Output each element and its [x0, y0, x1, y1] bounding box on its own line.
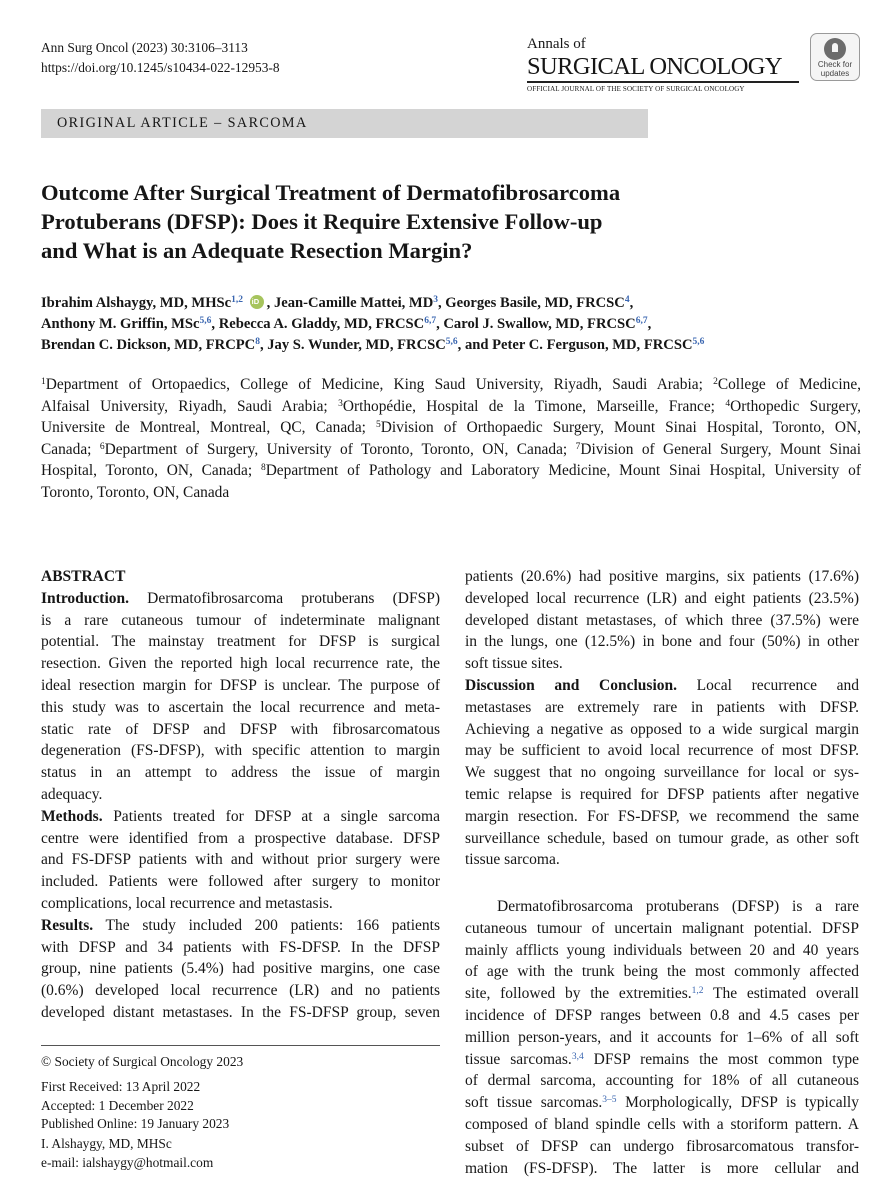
affiliation-ref[interactable]: 4 — [624, 295, 630, 305]
abstract-line: surveillance schedule, based on tumour grade, as other soft — [465, 829, 859, 847]
author-separator: , — [629, 295, 634, 311]
body-text: tissue sarcomas. — [465, 1050, 572, 1068]
copyright-block — [41, 1053, 440, 1072]
affiliation-number: 5 — [375, 420, 381, 430]
affiliation-ref[interactable]: 1,2 — [231, 295, 244, 305]
affiliation-text: Department of Pathology and Laboratory Medicine, Mount Sinai Hospital, University of — [265, 462, 861, 479]
abstract-line: complications, local recurrence and metastasis. — [41, 894, 333, 912]
body-line: million person-years, and it accounts for 1–6% of all soft — [465, 1028, 859, 1046]
body-line: of dermal sarcoma, accounting for 18% of all cutaneous — [465, 1072, 859, 1090]
abstract-line: resection. Given the reported high local recurrence rate, the — [41, 655, 440, 673]
affiliation-number: 4 — [725, 398, 731, 409]
abstract-line: metastases are extremely rare in patients with DFSP. — [465, 698, 859, 716]
affiliation-text: Canada; — [41, 440, 100, 458]
abstract-line: potential. The mainstay treatment for DFSP is surgical — [41, 633, 440, 651]
footer-divider — [41, 1045, 440, 1046]
author-line — [41, 293, 861, 314]
received-date: First Received: 13 April 2022 — [41, 1079, 201, 1094]
body-line: mainly afflicts young individuals between 20 and 40 years — [465, 941, 859, 959]
affiliation-text: Department of Ortopaedics, College of Medicine, King Saud University, Riyadh, Saudi Arabia; — [45, 376, 714, 393]
journal-logo-name: SURGICAL ONCOLOGY — [527, 53, 782, 80]
abstract-line: developed distant metastases, of which three (37.5%) were — [465, 611, 859, 629]
abstract-line: developed distant metastases. In the FS-DFSP group, seven — [41, 1003, 440, 1021]
abstract-line: centre were identified from a prospective database. DFSP — [41, 829, 440, 847]
abstract-line: this study was to ascertain the local recurrence and meta- — [41, 698, 440, 716]
author-line — [41, 335, 861, 356]
affiliation-text: Orthopédie, Hospital de la Timone, Marseille, France; — [342, 397, 726, 415]
abstract-left-column — [41, 566, 440, 1024]
abstract-line: temic relapse is required for DFSP patients after negative — [465, 785, 859, 803]
affiliation-text: College of Medicine, — [717, 376, 861, 393]
affiliation-ref[interactable]: 5,6 — [692, 337, 705, 347]
affiliation-text: Hospital, Toronto, ON, Canada; — [41, 462, 261, 479]
discussion-label: Discussion and Conclusion. — [465, 676, 678, 694]
title-line: Protuberans (DFSP): Does it Require Extensive Follow-up — [41, 209, 603, 234]
citation-block — [41, 38, 280, 78]
citation-ref[interactable]: 3,4 — [571, 1051, 584, 1062]
abstract-line: static rate of DFSP and DFSP with fibrosarcomatous — [41, 720, 440, 738]
abstract-line: We suggest that no ongoing surveillance for local or sys- — [465, 764, 859, 782]
badge-line-2: updates — [820, 68, 850, 78]
journal-logo-tagline: OFFICIAL JOURNAL OF THE SOCIETY OF SURGICAL ONCOLOGY — [527, 84, 745, 93]
author-name: , Georges Basile, MD, FRCSC — [437, 295, 625, 311]
affiliation-line — [41, 417, 861, 439]
abstract-line: included. Patients were followed after surgery to monitor — [41, 873, 440, 891]
abstract-text: Local recurrence and — [677, 676, 860, 694]
affiliation-text: Division of Orthopaedic Surgery, Mount Sinai Hospital, Toronto, ON, — [380, 419, 861, 436]
body-text: DFSP remains the most common type — [583, 1050, 859, 1068]
abstract-line: degeneration (FS-DFSP), with specific attention to margin — [41, 742, 440, 760]
journal-logo[interactable] — [527, 36, 799, 93]
affiliation-ref[interactable]: 6,7 — [424, 316, 437, 326]
affiliation-number: 3 — [338, 398, 343, 409]
abstract-line: (0.6%) developed local recurrence (LR) and no patients — [41, 982, 440, 1000]
body-line — [465, 1092, 859, 1114]
abstract-line: tissue sarcoma. — [465, 851, 560, 869]
affiliation-line — [41, 460, 861, 482]
affiliation-text: Orthopedic Surgery, — [730, 397, 861, 415]
affiliation-ref[interactable]: 8 — [255, 337, 260, 347]
citation-ref[interactable]: 1,2 — [691, 986, 704, 997]
intro-label: Introduction. — [41, 589, 129, 607]
abstract-line: group, nine patients (5.4%) had positive margins, one case — [41, 960, 440, 978]
title-line: and What is an Adequate Resection Margin? — [41, 238, 473, 263]
affiliation-text: Division of General Surgery, Mount Sinai — [580, 440, 862, 458]
journal-citation: Ann Surg Oncol (2023) 30:3106–3113 — [41, 40, 248, 55]
abstract-line: and FS-DFSP patients with and without prior surgery were — [41, 851, 440, 869]
abstract-line: Achieving a negative as opposed to a wide surgical margin — [465, 720, 859, 738]
affiliation-text: Department of Surgery, University of Toronto, Toronto, ON, Canada; — [104, 440, 576, 458]
body-line: composed of bland spindle cells with a storiform pattern. A — [465, 1115, 859, 1133]
affiliations — [41, 374, 861, 503]
body-line — [465, 1049, 859, 1071]
affiliation-number: 7 — [575, 441, 581, 452]
abstract-line: with DFSP and 34 patients with FS-DFSP. In the DFSP — [41, 938, 440, 956]
author-list — [41, 293, 861, 356]
badge-line-1: Check for — [817, 60, 853, 69]
bookmark-icon — [824, 38, 846, 60]
affiliation-text: Toronto, Toronto, ON, Canada — [41, 483, 230, 501]
methods-label: Methods. — [41, 807, 103, 825]
body-text: The estimated overall — [703, 985, 859, 1003]
history-block — [41, 1078, 440, 1134]
affiliation-text: Alfaisal University, Riyadh, Saudi Arabia; — [41, 397, 339, 415]
author-name: , Jay S. Wunder, MD, FRCSC — [259, 337, 446, 353]
article-title — [41, 178, 821, 265]
copyright: © Society of Surgical Oncology 2023 — [41, 1054, 244, 1069]
published-date: Published Online: 19 January 2023 — [41, 1116, 230, 1131]
author-name: , and Peter C. Ferguson, MD, FRCSC — [457, 337, 693, 353]
affiliation-ref[interactable]: 5,6 — [199, 316, 212, 326]
body-text: site, followed by the extremities. — [465, 985, 692, 1003]
check-for-updates-badge[interactable] — [810, 33, 860, 81]
affiliation-number: 8 — [260, 463, 266, 473]
author-name: , Jean-Camille Mattei, MD — [266, 295, 434, 311]
body-line: subset of DFSP can undergo fibrosarcomatous transfor- — [465, 1137, 859, 1155]
section-banner — [41, 109, 648, 138]
author-name: , Carol J. Swallow, MD, FRCSC — [436, 316, 636, 332]
affiliation-line — [41, 482, 861, 504]
citation-ref[interactable]: 3–5 — [602, 1095, 617, 1106]
correspondence-email[interactable]: e-mail: ialshaygy@hotmail.com — [41, 1154, 214, 1170]
abstract-line — [41, 588, 440, 610]
body-text: Morphologically, DFSP is typically — [616, 1094, 859, 1112]
section-label: ORIGINAL ARTICLE – SARCOMA — [57, 115, 308, 131]
affiliation-line — [41, 396, 861, 418]
abstract-line: patients (20.6%) had positive margins, six patients (17.6%) — [465, 568, 859, 585]
results-label: Results. — [41, 916, 94, 934]
abstract-line: status in an attempt to address the issue of margin — [41, 764, 440, 782]
affiliation-text: Universite de Montreal, Montreal, QC, Canada; — [41, 419, 376, 436]
title-line: Outcome After Surgical Treatment of Dermatofibrosarcoma — [41, 180, 621, 205]
abstract-line — [465, 675, 859, 697]
body-text: soft tissue sarcomas. — [465, 1094, 603, 1112]
journal-logo-annals: Annals of — [527, 36, 586, 52]
abstract-line: developed local recurrence (LR) and eight patients (23.5%) — [465, 589, 859, 607]
affiliation-line — [41, 374, 861, 396]
body-line: incidence of DFSP ranges between 0.8 and 4.5 cases per — [465, 1006, 859, 1024]
abstract-heading: ABSTRACT — [41, 568, 126, 585]
body-line: mation (FS-DFSP). The latter is more cellular and — [465, 1159, 859, 1177]
author-name: Ibrahim Alshaygy, MD, MHSc — [41, 295, 232, 311]
body-line — [465, 983, 859, 1005]
correspondence-block — [41, 1135, 440, 1172]
body-line: cutaneous tumour of uncertain malignant potential. DFSP — [465, 919, 859, 937]
abstract-line: soft tissue sites. — [465, 655, 563, 673]
affiliation-ref[interactable]: 3 — [433, 295, 438, 305]
correspondence-name: I. Alshaygy, MD, MHSc — [41, 1136, 172, 1151]
author-name: , Rebecca A. Gladdy, MD, FRCSC — [211, 316, 425, 332]
body-text-column — [465, 896, 859, 1179]
affiliation-line — [41, 439, 861, 461]
affiliation-number: 2 — [713, 377, 718, 387]
abstract-line: adequacy. — [41, 785, 103, 803]
journal-logo-rule — [527, 81, 799, 83]
affiliation-ref[interactable]: 6,7 — [635, 316, 648, 326]
abstract-line — [41, 806, 440, 828]
affiliation-number: 6 — [99, 441, 105, 452]
affiliation-number: 1 — [41, 377, 46, 387]
orcid-icon[interactable] — [250, 295, 264, 309]
abstract-line: ideal resection margin for DFSP is unclear. The purpose of — [41, 676, 440, 694]
doi-link[interactable]: https://doi.org/10.1245/s10434-022-12953-8 — [41, 60, 280, 75]
author-line — [41, 314, 861, 335]
abstract-line — [41, 915, 440, 937]
accepted-date: Accepted: 1 December 2022 — [41, 1097, 194, 1113]
author-separator: , — [647, 316, 652, 332]
body-line: of age with the trunk being the most commonly affected — [465, 963, 859, 981]
abstract-right-column — [465, 566, 859, 871]
abstract-text: The study included 200 patients: 166 patients — [93, 916, 440, 934]
abstract-text: Patients treated for DFSP at a single sarcoma — [102, 807, 440, 825]
abstract-line: in the lungs, one (12.5%) in bone and four (50%) in other — [465, 633, 859, 651]
abstract-line: may be sufficient to avoid local recurrence of most DFSP. — [465, 742, 859, 760]
author-name: Anthony M. Griffin, MSc — [41, 316, 200, 332]
abstract-line: is a rare cutaneous tumour of indeterminate malignant — [41, 611, 440, 629]
abstract-line: margin resection. For FS-DFSP, we recommend the same — [465, 807, 859, 825]
affiliation-ref[interactable]: 5,6 — [445, 337, 458, 347]
body-line: Dermatofibrosarcoma protuberans (DFSP) is a rare — [497, 898, 859, 915]
author-name: Brendan C. Dickson, MD, FRCPC — [41, 337, 256, 353]
abstract-text: Dermatofibrosarcoma protuberans (DFSP) — [129, 589, 440, 607]
